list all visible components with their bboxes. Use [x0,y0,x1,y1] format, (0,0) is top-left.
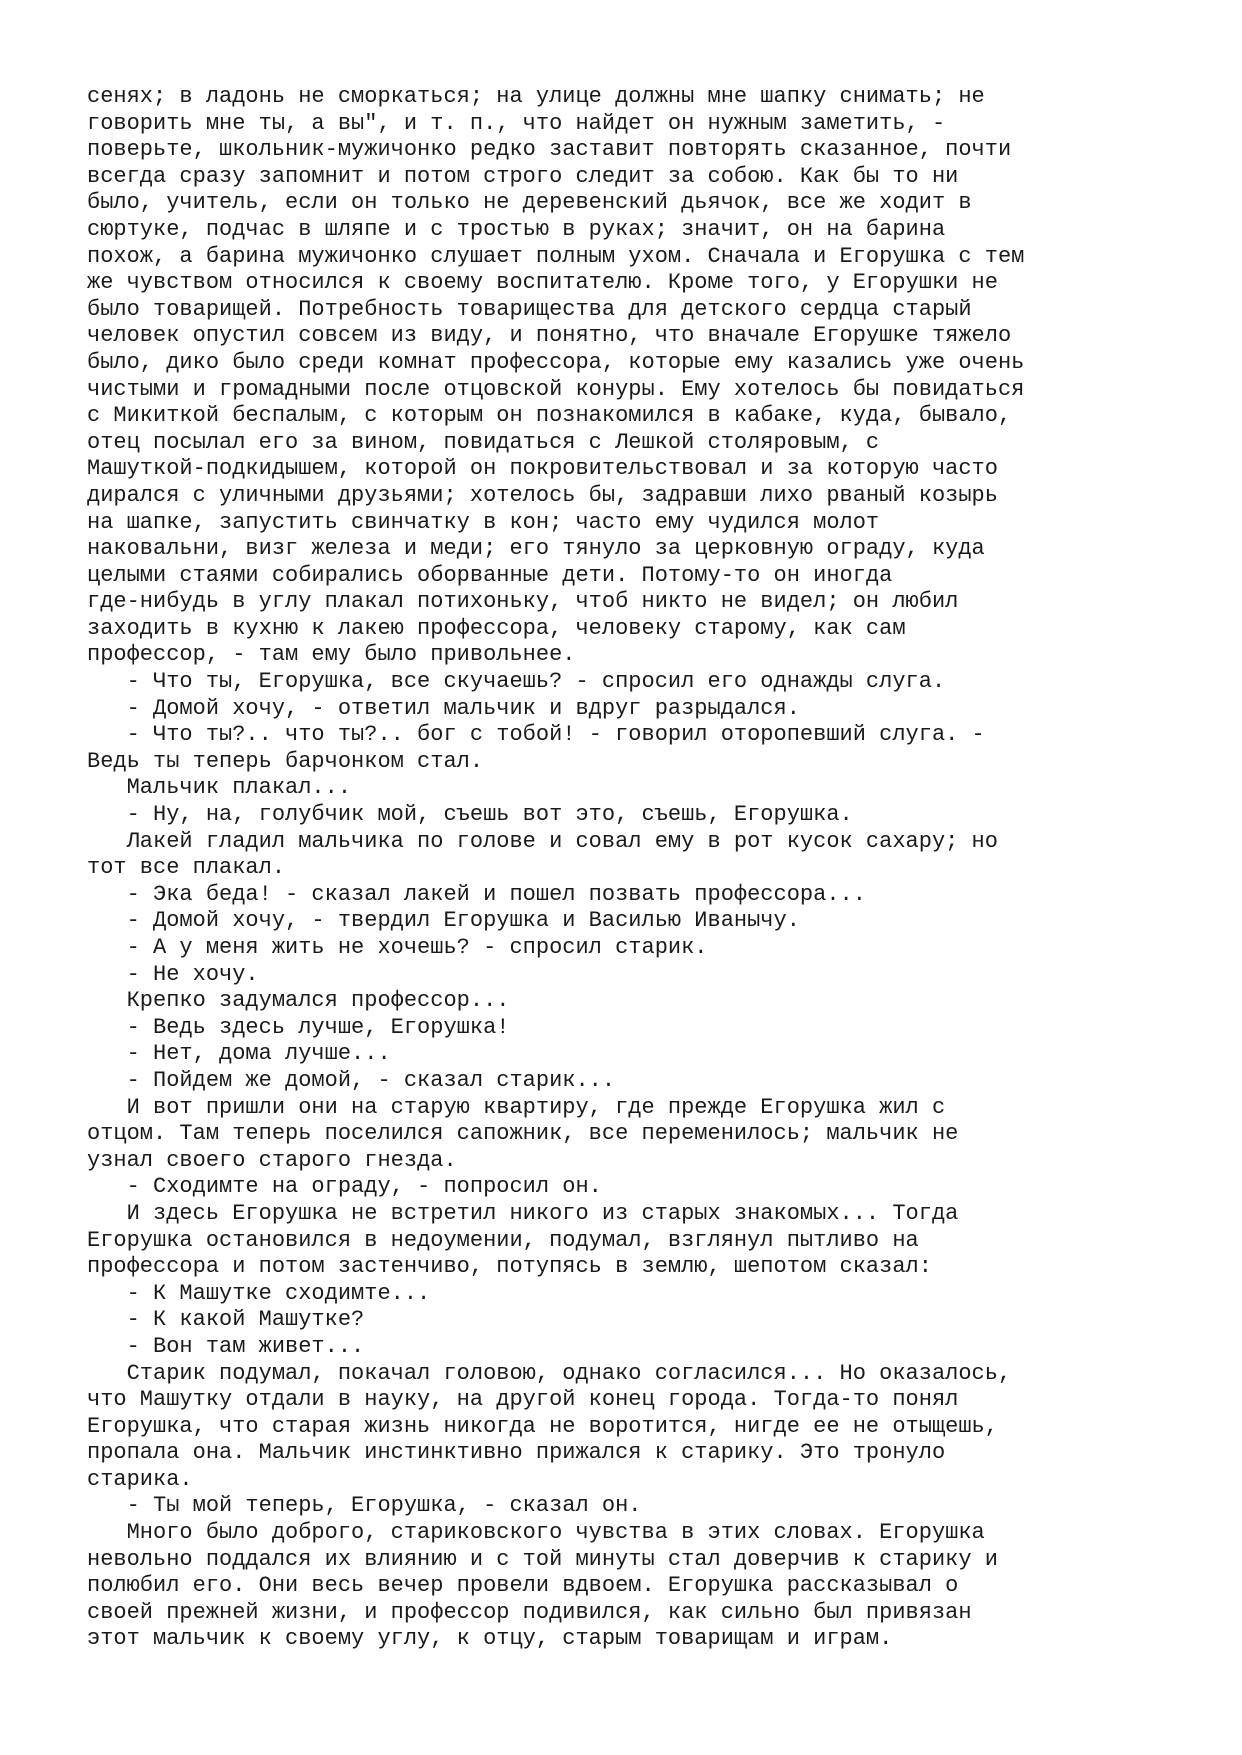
text-line: Старик подумал, покачал головою, однако согласился... Но оказалось, [87,1360,1012,1386]
text-line: говорить мне ты, а вы", и т. п., что найдет он нужным заметить, - [87,110,946,136]
text-line: - Ну, на, голубчик мой, съешь вот это, съешь, Егорушка. [87,802,853,828]
text-line: Егорушка остановился в недоумении, подумал, взглянул пытливо на [87,1227,919,1253]
text-line: - Вон там живет... [87,1333,365,1359]
text-line: Много было доброго, стариковского чувства в этих словах. Егорушка [87,1520,985,1546]
text-line: наковальни, визг железа и меди; его тянуло за церковную ограду, куда [87,536,985,562]
text-line: - К Машутке сходимте... [87,1280,431,1306]
text-line: Машуткой-подкидышем, которой он покровительствовал и за которую часто [87,456,998,482]
text-line: отцом. Там теперь поселился сапожник, все переменилось; мальчик не [87,1121,959,1147]
text-line: дирался с уличными друзьями; хотелось бы, задравши лихо рваный козырь [87,482,998,508]
text-line: И вот пришли они на старую квартиру, где прежде Егорушка жил с [87,1094,946,1120]
text-line: Мальчик плакал... [87,775,352,801]
text-line: тот все плакал. [87,855,286,881]
text-line: что Машутку отдали в науку, на другой конец города. Тогда-то понял [87,1387,959,1413]
text-line: всегда сразу запомнит и потом строго следит за собою. Как бы то ни [87,163,959,189]
text-line: поверьте, школьник-мужичонко редко заставит повторять сказанное, почти [87,137,1012,163]
text-line: этот мальчик к своему углу, к отцу, старым товарищам и играм. [87,1626,893,1652]
text-line: было, дико было среди комнат профессора, которые ему казались уже очень [87,349,1025,375]
text-line: было, учитель, если он только не деревенский дьячок, все же ходит в [87,190,972,216]
text-line: отец посылал его за вином, повидаться с Лешкой столяровым, с [87,429,880,455]
text-line: - Домой хочу, - твердил Егорушка и Василью Иванычу. [87,908,800,934]
text-line: было товарищей. Потребность товарищества для детского сердца старый [87,296,972,322]
text-line: же чувством относился к своему воспитателю. Кроме того, у Егорушки не [87,270,998,296]
text-line: невольно поддался их влиянию и с той минуты стал доверчив к старику и [87,1546,998,1572]
text-line: - Что ты, Егорушка, все скучаешь? - спросил его однажды слуга. [87,669,946,695]
text-line: - Не хочу. [87,961,259,987]
text-line: Ведь ты теперь барчонком стал. [87,748,484,774]
text-line: - Что ты?.. что ты?.. бог с тобой! - говорил оторопевший слуга. - [87,722,985,748]
text-line: сюртуке, подчас в шляпе и с тростью в руках; значит, он на барина [87,216,946,242]
text-line: сенях; в ладонь не сморкаться; на улице должны мне шапку снимать; не [87,84,985,109]
text-line: - Ты мой теперь, Егорушка, - сказал он. [87,1493,642,1519]
text-line: профессор, - там ему было привольнее. [87,642,576,668]
text-line: И здесь Егорушка не встретил никого из старых знакомых... Тогда [87,1200,959,1226]
text-line: - Пойдем же домой, - сказал старик... [87,1067,616,1093]
text-line: старика. [87,1466,193,1492]
text-line: - Домой хочу, - ответил мальчик и вдруг разрыдался. [87,695,800,721]
text-line: с Микиткой беспалым, с которым он познакомился в кабаке, куда, бывало, [87,403,1012,429]
text-line: - Ведь здесь лучше, Егорушка! [87,1014,510,1040]
text-line: на шапке, запустить свинчатку в кон; часто ему чудился молот [87,509,880,535]
text-line: узнал своего старого гнезда. [87,1147,457,1173]
text-line: - Нет, дома лучше... [87,1041,391,1067]
text-line: заходить в кухню к лакею профессора, человеку старому, как сам [87,615,906,641]
text-line: - А у меня жить не хочешь? - спросил старик. [87,935,708,960]
text-line: своей прежней жизни, и профессор подивился, как сильно был привязан [87,1599,972,1625]
text-line: похож, а барина мужичонко слушает полным ухом. Сначала и Егорушка с тем [87,243,1025,269]
text-line: Лакей гладил мальчика по голове и совал ему в рот кусок сахару; но [87,828,998,854]
document-body-text [87,84,1207,1653]
text-line: чистыми и громадными после отцовской конуры. Ему хотелось бы повидаться [87,376,1025,402]
text-line: - Сходимте на ограду, - попросил он. [87,1174,602,1200]
text-line: - К какой Машутке? [87,1307,365,1333]
text-line: профессора и потом застенчиво, потупясь в землю, шепотом сказал: [87,1254,932,1280]
text-line: где-нибудь в углу плакал потихоньку, чтоб никто не видел; он любил [87,589,959,615]
text-line: Крепко задумался профессор... [87,988,510,1014]
text-line: полюбил его. Они весь вечер провели вдвоем. Егорушка рассказывал о [87,1573,959,1599]
text-line: - Эка беда! - сказал лакей и пошел позвать профессора... [87,881,866,907]
text-line: пропала она. Мальчик инстинктивно прижался к старику. Это тронуло [87,1440,946,1466]
text-line: человек опустил совсем из виду, и понятно, что вначале Егорушке тяжело [87,323,1012,349]
text-line: целыми стаями собирались оборванные дети. Потому-то он иногда [87,562,893,588]
text-line: Егорушка, что старая жизнь никогда не воротится, нигде ее не отыщешь, [87,1413,998,1439]
